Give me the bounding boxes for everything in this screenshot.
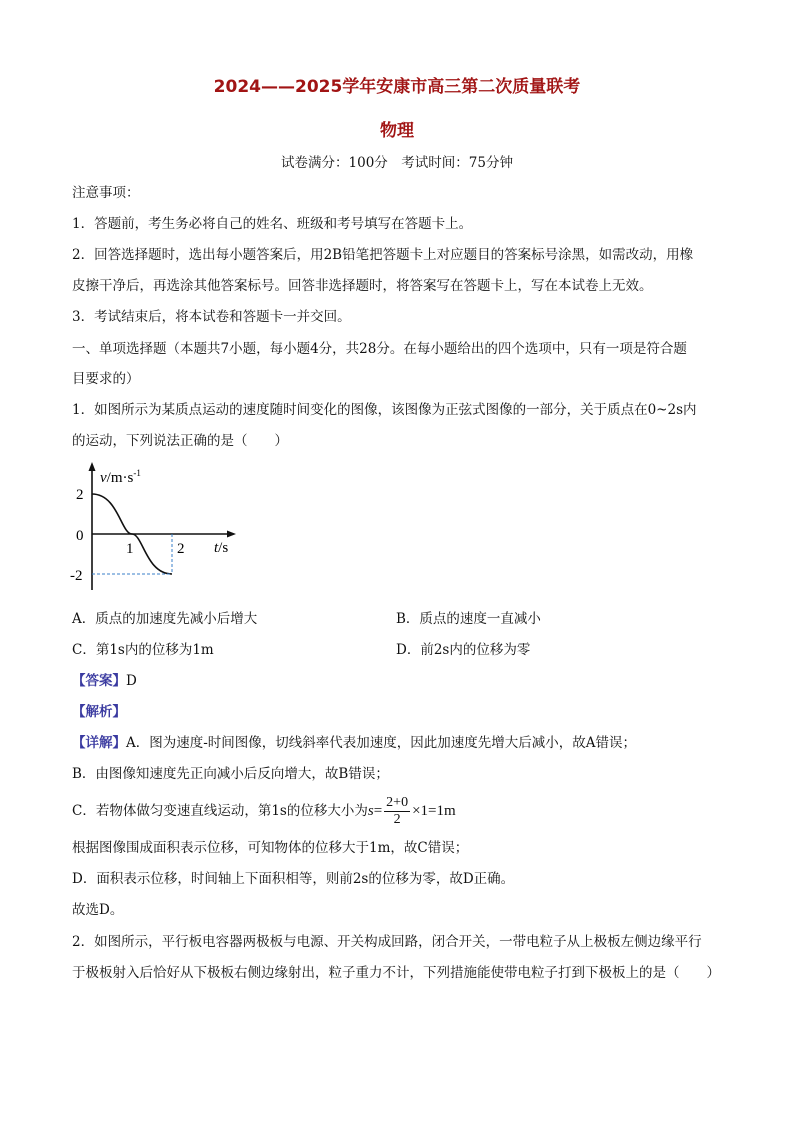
- note-item: 2．回答选择题时，选出每小题答案后，用2B铅笔把答题卡上对应题目的答案标号涂黑，如需改动，用橡: [72, 247, 694, 263]
- x-tick-label: 1: [126, 541, 134, 557]
- analysis-tag: [72, 702, 126, 722]
- formula-denominator: 2: [393, 812, 401, 827]
- detail-d: D．面积表示位移，时间轴上下面积相等，则前2s的位移为零，故D正确。: [72, 871, 515, 887]
- answer-line: [72, 671, 137, 691]
- x-axis-symbol: t: [214, 540, 219, 556]
- q2-stem-cont: 于极板射入后恰好从下极板右侧边缘射出，粒子重力不计，下列措施能使带电粒子打到下极板上的是（ ）: [72, 965, 720, 981]
- answer-tag: 【答案】: [72, 673, 126, 689]
- subject-title: 物理: [380, 121, 414, 141]
- velocity-time-graph: [60, 462, 250, 594]
- detail-a-text: A．图为速度-时间图像，切线斜率代表加速度，因此加速度先增大后减小，故A错误；: [126, 735, 637, 751]
- detail-tag: 【详解】: [72, 735, 126, 751]
- y-axis-symbol: v: [100, 470, 107, 486]
- detail-b: B．由图像知速度先正向减小后反向增大，故B错误；: [72, 766, 389, 782]
- formula-rest: ×1=1m: [412, 803, 456, 819]
- q1-option-d[interactable]: D．前2s内的位移为零: [396, 642, 531, 658]
- y-axis-unit-exponent: -1: [133, 468, 141, 478]
- exam-meta: 试卷满分：100分 考试时间：75分钟: [281, 155, 513, 171]
- note-item: 3．考试结束后，将本试卷和答题卡一并交回。: [72, 309, 351, 325]
- formula-s: s: [367, 803, 374, 819]
- exam-title: 2024——2025学年安康市高三第二次质量联考: [213, 77, 581, 97]
- y-tick-label: -2: [70, 568, 83, 584]
- note-item: 1．答题前，考生务必将自己的姓名、班级和考号填写在答题卡上。: [72, 216, 473, 232]
- formula-fraction: [384, 795, 410, 828]
- x-axis-unit: /s: [218, 540, 229, 556]
- notes-heading: 注意事项：: [72, 185, 140, 201]
- svg-text:t/s: [214, 540, 228, 556]
- q2-stem: 2．如图所示，平行板电容器两极板与电源、开关构成回路，闭合开关，一带电粒子从上极板左侧边缘平行: [72, 934, 702, 950]
- detail-a: [72, 733, 636, 753]
- note-item: 皮擦干净后，再选涂其他答案标号。回答非选择题时，将答案写在答题卡上，写在本试卷上无效。: [72, 278, 653, 294]
- analysis-tag-text: 【解析】: [72, 704, 126, 720]
- detail-c-text: C．若物体做匀变速直线运动，第1s的位移大小为: [72, 803, 368, 819]
- y-tick-label: 0: [76, 528, 84, 544]
- detail-c2: 根据图像围成面积表示位移，可知物体的位移大于1m，故C错误；: [72, 840, 469, 856]
- answer-value: D: [126, 673, 137, 689]
- formula-numerator: 2+0: [386, 795, 409, 810]
- y-axis-unit: /m·s: [106, 470, 134, 486]
- q1-option-c[interactable]: C．第1s内的位移为1m: [72, 642, 214, 658]
- q1-option-b[interactable]: B．质点的速度一直减小: [396, 611, 541, 627]
- x-axis-arrow: [227, 531, 236, 538]
- q1-option-a[interactable]: A．质点的加速度先减小后增大: [72, 611, 258, 627]
- section-heading-cont: 目要求的）: [72, 371, 140, 387]
- y-tick-label: 2: [76, 487, 84, 503]
- svg-text:v/m·s-1: [100, 468, 141, 486]
- y-axis-arrow: [89, 462, 96, 471]
- formula-eq: =: [373, 803, 383, 819]
- conclusion: 故选D。: [72, 902, 124, 918]
- detail-c: [72, 793, 456, 829]
- x-tick-label: 2: [177, 541, 185, 557]
- q1-stem: 1．如图所示为某质点运动的速度随时间变化的图像，该图像为正弦式图像的一部分，关于质点在0~2s内: [72, 402, 697, 418]
- q1-stem-cont: 的运动，下列说法正确的是（ ）: [72, 433, 288, 449]
- section-heading: 一、单项选择题（本题共7小题，每小题4分，共28分。在每小题给出的四个选项中，只有一项是符合题: [72, 341, 687, 357]
